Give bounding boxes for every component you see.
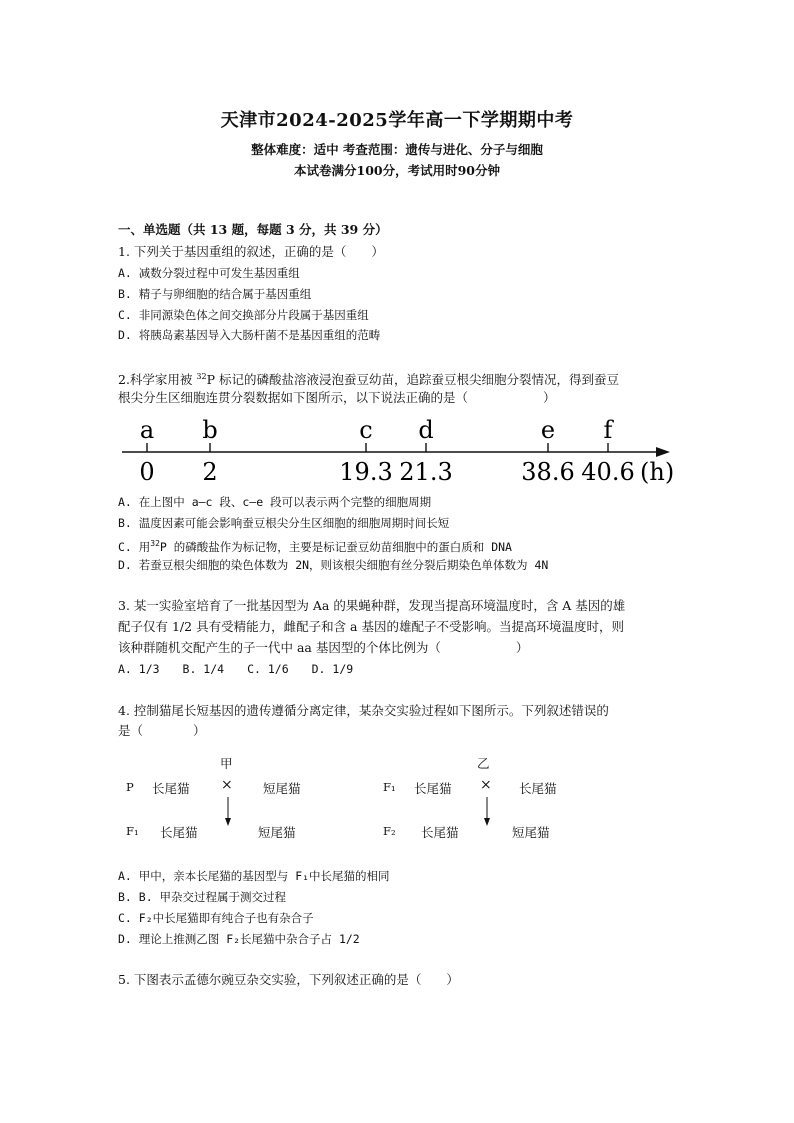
yi-parent-long-1: 长尾猫 (414, 781, 452, 796)
yi-parent-long-2: 长尾猫 (519, 781, 557, 796)
q3-stem-line3: 该种群随机交配产生的子一代中 aa 基因型的个体比例为（ ） (118, 640, 529, 655)
q5-stem: 5. 下图表示孟德尔豌豆杂交实验，下列叙述正确的是（ ） (118, 972, 459, 987)
timeline-letter-f: f (603, 416, 613, 444)
yi-cross-symbol: × (480, 777, 492, 793)
diagram-yi-label: 乙 (477, 756, 490, 771)
timeline-value-e: 38.6 (521, 458, 575, 486)
yi-offspring-long: 长尾猫 (421, 825, 459, 840)
jia-p-label: P (126, 780, 134, 794)
section-heading: 一、单选题（共 13 题，每题 3 分，共 39 分） (118, 222, 388, 237)
jia-parent-long: 长尾猫 (152, 781, 190, 796)
q4-option-c: C. F₂中长尾猫即有纯合子也有杂合子 (118, 911, 314, 925)
yi-offspring-short: 短尾猫 (512, 825, 550, 840)
q1-option-c: C. 非同源染色体之间交换部分片段属于基因重组 (118, 308, 369, 322)
q4-option-d: D. 理论上推测乙图 F₂长尾猫中杂合子占 1/2 (118, 932, 360, 946)
q2-option-c: C. 用$^{32}$P 的磷酸盐作为标记物，主要是标记蚕豆幼苗细胞中的蛋白质和 DNA (118, 539, 512, 554)
q1-stem: 1. 下列关于基因重组的叙述，正确的是（ ） (118, 244, 384, 259)
jia-cross-symbol: × (221, 777, 233, 793)
q2-option-b: B. 温度因素可能会影响蚕豆根尖分生区细胞的细胞周期时间长短 (118, 516, 450, 530)
difficulty-scope: 整体难度：适中 考查范围：遗传与进化、分子与细胞 (251, 142, 543, 157)
timeline-letter-d: d (418, 416, 434, 444)
q3-stem-line1: 3. 某一实验室培育了一批基因型为 Aa 的果蝇种群，发现当提高环境温度时，含 A 基因的雄 (118, 598, 626, 613)
yi-arrow (481, 797, 493, 827)
timeline-letter-e: e (540, 416, 556, 444)
q2-stem-line1: 2.科学家用被 $^{32}$P 标记的磷酸盐溶液浸泡蚕豆幼苗，追踪蚕豆根尖细胞分裂情况，得到蚕豆 (118, 372, 619, 388)
jia-f1-label: F₁ (126, 824, 139, 838)
q1-option-d: D. 将胰岛素基因导入大肠杆菌不是基因重组的范畴 (118, 328, 381, 342)
q4-stem-line2: 是（ ） (118, 723, 206, 738)
timeline-letter-b: b (202, 416, 218, 444)
q1-option-b: B. 精子与卵细胞的结合属于基因重组 (118, 287, 312, 301)
timeline-value-b: 2 (202, 458, 218, 486)
jia-arrow (222, 797, 234, 827)
diagram-jia-label: 甲 (220, 756, 233, 771)
jia-offspring-long: 长尾猫 (160, 825, 198, 840)
q3-stem-line2: 配子仅有 1/2 具有受精能力，雌配子和含 a 基因的雄配子不受影响。当提高环境温度时，则 (118, 619, 624, 634)
jia-offspring-short: 短尾猫 (258, 825, 296, 840)
q3-options: A. 1/3 B. 1/4 C. 1/6 D. 1/9 (118, 662, 354, 676)
q2-option-d: D. 若蚕豆根尖细胞的染色体数为 2N，则该根尖细胞有丝分裂后期染色单体数为 4N (118, 558, 549, 572)
timeline-letter-a: a (139, 416, 155, 444)
page-title: 天津市2024-2025学年高一下学期期中考 (220, 110, 574, 131)
timeline-value-d: 21.3 (399, 458, 453, 486)
timeline-value-f: 40.6 (581, 458, 635, 486)
yi-f2-label: F₂ (383, 824, 396, 838)
cell-cycle-timeline (110, 412, 690, 494)
timeline-value-c: 19.3 (339, 458, 393, 486)
timeline-unit: (h) (640, 458, 675, 486)
q4-option-a: A. 甲中，亲本长尾猫的基因型与 F₁中长尾猫的相同 (118, 869, 390, 883)
jia-parent-short: 短尾猫 (263, 781, 301, 796)
q4-option-b: B. B. 甲杂交过程属于测交过程 (118, 890, 287, 904)
q4-stem-line1: 4. 控制猫尾长短基因的遗传遵循分离定律，某杂交实验过程如下图所示。下列叙述错误的 (118, 703, 609, 718)
q2-option-a: A. 在上图中 a—c 段、c—e 段可以表示两个完整的细胞周期 (118, 495, 432, 509)
score-time: 本试卷满分100分，考试用时90分钟 (294, 163, 500, 178)
q1-option-a: A. 减数分裂过程中可发生基因重组 (118, 266, 300, 280)
timeline-letter-c: c (359, 416, 373, 444)
timeline-value-a: 0 (139, 458, 155, 486)
yi-f1-label: F₁ (383, 780, 396, 794)
q2-stem-line2: 根尖分生区细胞连贯分裂数据如下图所示，以下说法正确的是（ ） (118, 390, 556, 405)
